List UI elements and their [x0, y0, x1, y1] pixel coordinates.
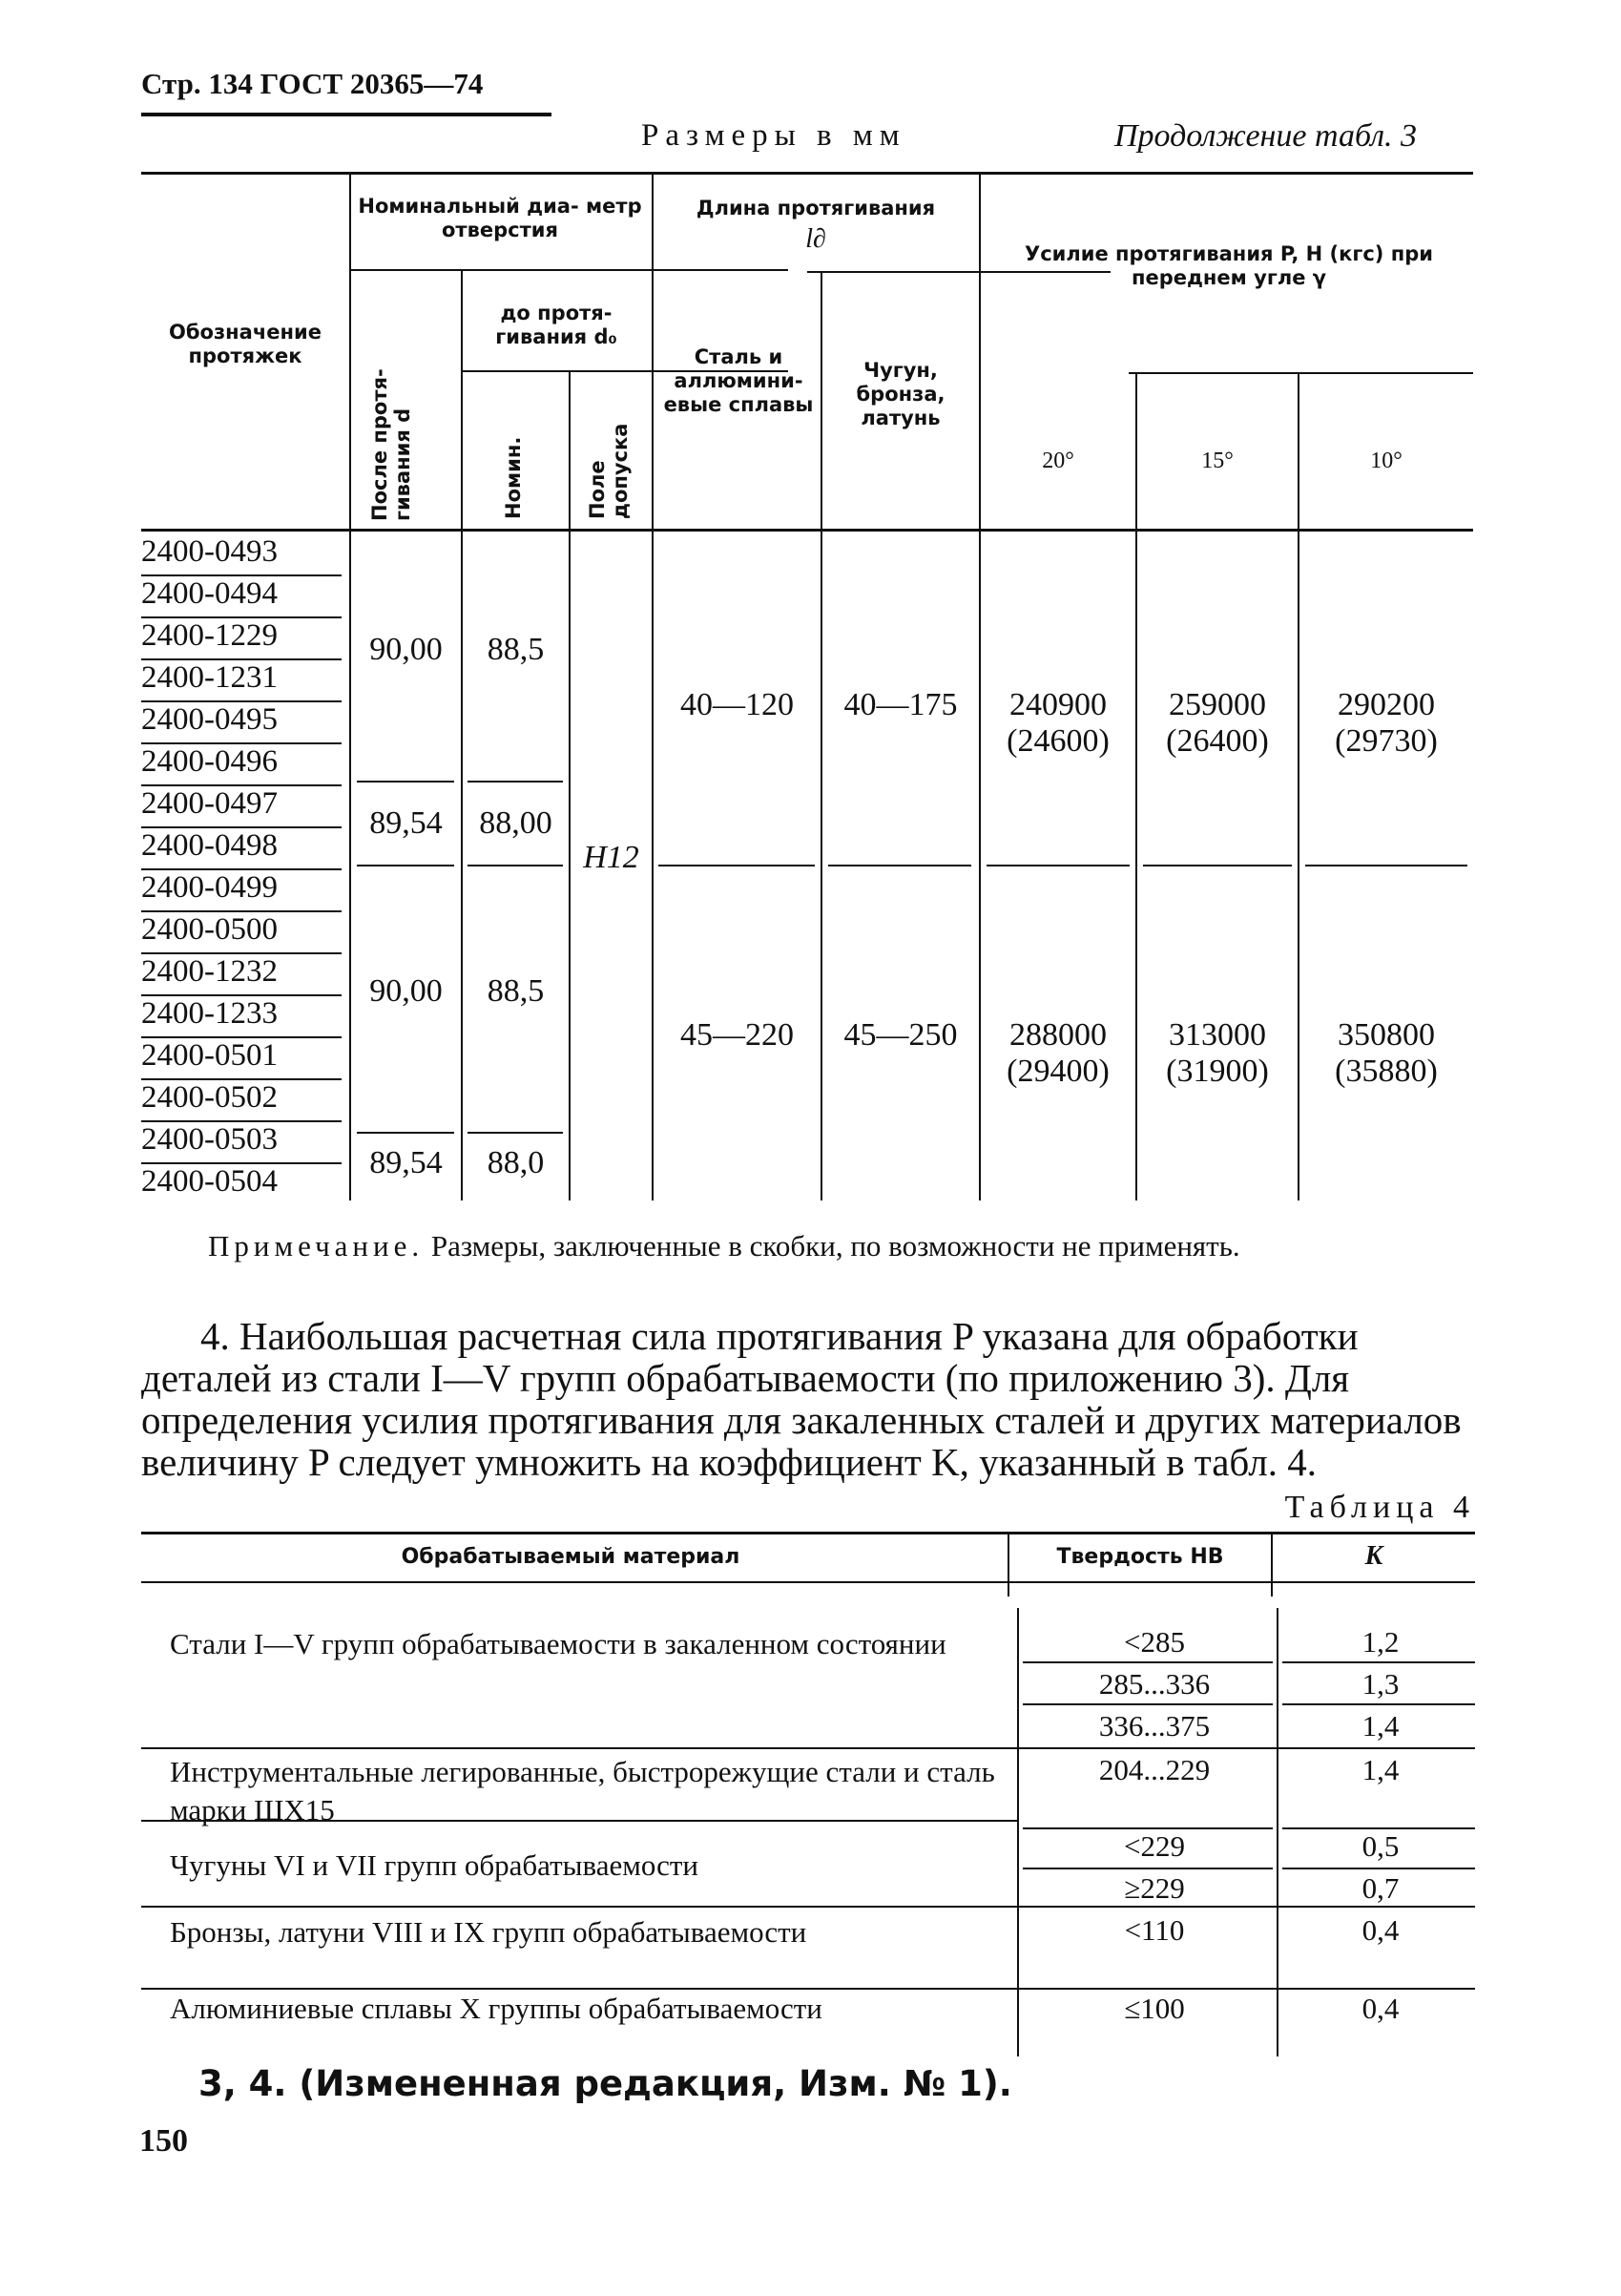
col-hardness-header: Твердость НВ — [1056, 1545, 1224, 1569]
material-cell: Бронзы, латуни VIII и IX групп обрабатываемости — [170, 1915, 807, 1949]
rule — [1305, 865, 1467, 866]
rule — [1023, 1703, 1273, 1705]
col-before-broaching-header: до протя- гивания d₀ — [495, 302, 617, 348]
table-3-top-rule — [141, 172, 1473, 175]
rule — [468, 865, 563, 866]
k-cell: 0,4 — [1361, 1913, 1400, 1947]
rule — [349, 172, 351, 1200]
force-20-kgf-value: (29400) — [1007, 1054, 1110, 1089]
designation-code: 2400-0502 — [141, 1080, 278, 1115]
hardness-cell: 204...229 — [1098, 1753, 1211, 1786]
force-15-kgf-value: (26400) — [1166, 723, 1269, 759]
length-steel-value: 45—220 — [680, 1017, 794, 1053]
rule — [1271, 1532, 1273, 1597]
rule — [821, 271, 822, 1200]
paragraph-4 — [141, 1315, 1475, 1529]
col-force-header: Усилие протягивания P, Н (кгс) при переднем угле γ — [1025, 242, 1433, 289]
k-cell: 0,5 — [1361, 1829, 1400, 1863]
col-steel-alloys-header: Сталь и аллюмини- евые сплавы — [663, 345, 814, 416]
rule — [1008, 1532, 1009, 1597]
designation-code: 2400-0497 — [141, 786, 278, 821]
rule — [357, 781, 454, 783]
force-10-value: 350800 — [1338, 1017, 1435, 1053]
page-number: 150 — [139, 2123, 188, 2159]
table-4-label: Таблица 4 — [1284, 1490, 1475, 1525]
header-rule — [141, 113, 551, 116]
rule — [987, 865, 1130, 866]
note-label: Примечание. — [208, 1229, 425, 1263]
length-steel-value: 40—120 — [680, 687, 794, 722]
col-material-header: Обрабатываемый материал — [401, 1545, 740, 1569]
rule — [468, 781, 563, 783]
paragraph-4-text — [141, 1314, 1475, 1525]
k-cell: 0,4 — [1361, 1992, 1400, 2025]
d-before-value: 88,0 — [487, 1145, 545, 1180]
k-cell: 1,2 — [1361, 1625, 1400, 1659]
length-iron-value: 45—250 — [843, 1017, 958, 1053]
rule — [357, 1132, 454, 1134]
hardness-cell: <285 — [1124, 1625, 1185, 1659]
tolerance-value: H12 — [583, 840, 639, 875]
table-4 — [141, 1532, 1475, 2066]
force-10-kgf-value: (29730) — [1335, 723, 1438, 759]
col-designation-header: Обозначение протяжек — [169, 321, 322, 367]
col-nominal-diameter-header: Номинальный диа- метр отверстия — [358, 195, 642, 241]
col-k-header: K — [1364, 1541, 1383, 1571]
force-20-kgf-value: (24600) — [1007, 723, 1110, 759]
material-cell: Алюминиевые сплавы X группы обрабатываемости — [170, 1992, 822, 2025]
designation-code: 2400-0500 — [141, 912, 278, 947]
hardness-cell: 285...336 — [1098, 1667, 1211, 1701]
amendment-footnote: 3, 4. (Измененная редакция, Изм. № 1). — [198, 2063, 1012, 2104]
d-after-value: 90,00 — [369, 973, 443, 1009]
rule — [1023, 1868, 1273, 1869]
force-10-kgf-value: (35880) — [1335, 1054, 1438, 1089]
units-caption: Размеры в мм — [641, 118, 906, 153]
k-cell: 1,3 — [1361, 1667, 1400, 1701]
d-before-value: 88,5 — [487, 973, 545, 1009]
designation-code: 2400-1229 — [141, 618, 278, 653]
hardness-cell: <229 — [1124, 1829, 1185, 1863]
rule — [141, 1747, 1475, 1749]
hardness-cell: ≥229 — [1124, 1871, 1185, 1905]
rule — [1282, 1661, 1475, 1663]
designation-code: 2400-0501 — [141, 1038, 278, 1073]
d-before-value: 88,5 — [487, 632, 545, 667]
col-nominal-header: Номин. — [502, 436, 525, 519]
d-before-value: 88,00 — [479, 805, 552, 841]
broaching-length-symbol: l∂ — [805, 224, 826, 254]
rule — [141, 1581, 1475, 1583]
col-tolerance-header: Поле допуска — [586, 423, 632, 519]
designation-code: 2400-1233 — [141, 996, 278, 1031]
angle-20-header: 20° — [1042, 449, 1074, 473]
designation-code: 2400-0499 — [141, 870, 278, 905]
page-header: Стр. 134 ГОСТ 20365—74 — [141, 67, 484, 100]
rule — [828, 865, 971, 866]
rule — [658, 865, 815, 866]
material-cell: Стали I—V групп обрабатываемости в закаленном состоянии — [170, 1627, 946, 1660]
d-after-value: 89,54 — [369, 1145, 443, 1180]
d-after-value: 90,00 — [369, 632, 443, 667]
k-cell: 0,7 — [1361, 1871, 1400, 1905]
force-15-value: 259000 — [1169, 687, 1266, 722]
material-cell: Инструментальные легированные, быстрорежущие стали и сталь марки ШХ15 — [170, 1755, 995, 1826]
hardness-cell: 336...375 — [1098, 1709, 1211, 1743]
designation-code: 2400-1232 — [141, 954, 278, 989]
k-cell: 1,4 — [1361, 1709, 1400, 1743]
angle-15-header: 15° — [1201, 449, 1234, 473]
designation-code: 2400-1231 — [141, 660, 278, 695]
paragraph-4-body: 4. Наибольшая расчетная сила протягивания P указана для обработки деталей из стали I—V групп обрабатываемости (по приложению 3). Для определения усилия протягивания для закаленных сталей и других материалов величину P следует умножить на коэффициент K, указанный в табл. 4. — [141, 1314, 1462, 1484]
designation-code: 2400-0494 — [141, 576, 278, 611]
rule — [1023, 1661, 1273, 1663]
force-15-value: 313000 — [1169, 1017, 1266, 1053]
angle-10-header: 10° — [1370, 449, 1403, 473]
designation-code: 2400-0503 — [141, 1122, 278, 1157]
designation-code: 2400-0496 — [141, 744, 278, 779]
rule — [1282, 1868, 1475, 1869]
rule — [141, 1532, 1475, 1534]
rule — [569, 370, 571, 1200]
rule — [461, 269, 463, 1200]
length-iron-value: 40—175 — [843, 687, 958, 722]
designation-code: 2400-0495 — [141, 702, 278, 737]
col-after-broaching-header: После протя- гивания d — [368, 368, 414, 521]
force-20-value: 240900 — [1009, 687, 1107, 722]
note-text: Размеры, заключенные в скобки, по возможности не применять. — [430, 1229, 1240, 1263]
designation-code: 2400-0504 — [141, 1164, 278, 1199]
rule — [1129, 372, 1473, 374]
material-cell: Чугуны VI и VII групп обрабатываемости — [170, 1848, 699, 1882]
hardness-cell: <110 — [1124, 1913, 1185, 1947]
rule — [357, 865, 454, 866]
continuation-caption: Продолжение табл. 3 — [1114, 118, 1418, 154]
designation-code: 2400-0493 — [141, 534, 278, 569]
rule — [349, 269, 788, 271]
rule — [141, 1906, 1475, 1908]
designation-code: 2400-0498 — [141, 828, 278, 863]
table-note — [208, 1229, 1477, 1263]
rule — [468, 1132, 563, 1134]
force-20-value: 288000 — [1009, 1017, 1107, 1053]
col-cast-iron-header: Чугун, бронза, латунь — [856, 359, 946, 429]
table-3-header-bottom-rule — [141, 529, 1473, 532]
d-after-value: 89,54 — [369, 805, 443, 841]
rule — [1143, 865, 1292, 866]
force-15-kgf-value: (31900) — [1166, 1054, 1269, 1089]
table-3 — [141, 172, 1473, 1221]
col-broaching-length-header: Длина протягивания — [696, 197, 936, 219]
rule — [1282, 1703, 1475, 1705]
force-10-value: 290200 — [1338, 687, 1435, 722]
hardness-cell: ≤100 — [1124, 1992, 1185, 2025]
k-cell: 1,4 — [1361, 1753, 1400, 1786]
